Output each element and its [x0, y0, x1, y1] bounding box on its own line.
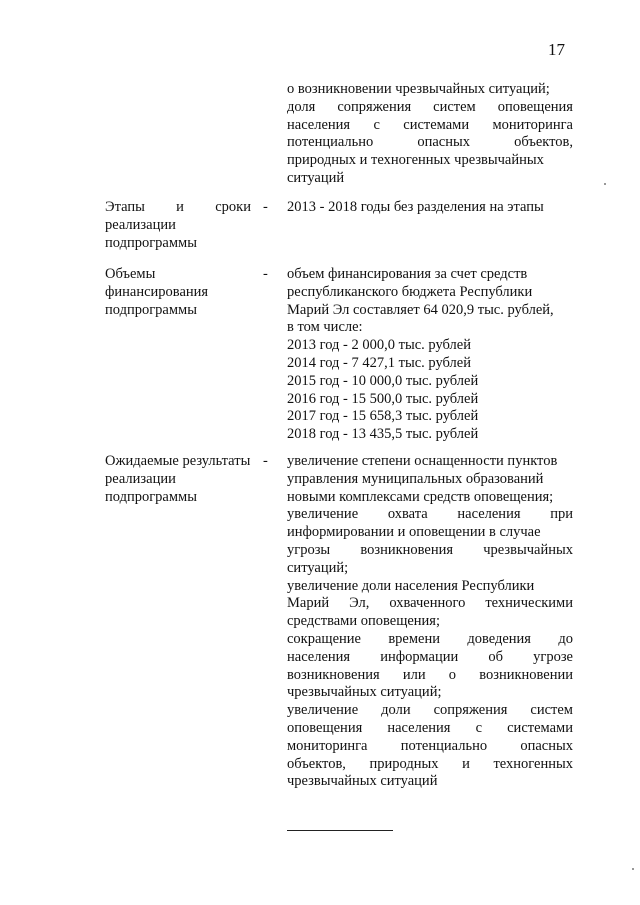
text-word: природных и техногенных чрезвычайных — [287, 152, 544, 169]
text-word: 2013 - 2018 годы без разделения на этапы — [287, 199, 544, 215]
text-word: систем — [530, 702, 573, 719]
text-word: чрезвычайных ситуаций; — [287, 684, 442, 701]
row-dash: - — [263, 266, 268, 282]
text-line — [287, 170, 573, 188]
text-line — [287, 738, 573, 756]
text-word: 2016 год - 15 500,0 тыс. рублей — [287, 390, 479, 407]
text-line — [287, 542, 573, 560]
text-line — [287, 756, 573, 774]
text-word: опасных — [520, 737, 573, 754]
text-word: или — [402, 666, 426, 683]
text-line — [287, 773, 573, 791]
text-line — [287, 152, 573, 170]
text-word: подпрограммы — [105, 234, 197, 251]
text-word: мониторинга — [287, 737, 368, 754]
text-word: Ожидаемые результаты — [105, 453, 251, 469]
text-line — [287, 426, 573, 444]
text-line — [287, 319, 573, 337]
text-word: сопряжения — [433, 702, 508, 719]
text-word: реализации — [105, 216, 176, 233]
text-word: потенциально — [400, 737, 488, 754]
text-line — [287, 453, 573, 471]
text-word: и — [176, 199, 184, 215]
text-line — [105, 453, 251, 471]
text-word: 2017 год - 15 658,3 тыс. рублей — [287, 408, 479, 425]
text-word: Эл, — [349, 595, 370, 612]
text-line — [287, 99, 573, 117]
text-word: увеличение доли населения Республики — [287, 577, 535, 594]
text-word: объектов, — [287, 755, 346, 772]
text-word: сопряжения — [337, 98, 412, 115]
text-word: угрозы — [287, 541, 331, 558]
text-word: с — [475, 719, 483, 736]
text-line — [105, 302, 251, 320]
text-word: финансирования — [105, 283, 209, 300]
text-line — [287, 667, 573, 685]
text-word: чрезвычайных — [483, 541, 573, 558]
text-line — [287, 560, 573, 578]
text-line — [287, 266, 573, 284]
text-line — [105, 284, 251, 302]
text-word: сроки — [215, 199, 251, 215]
text-word: ситуаций; — [287, 559, 349, 576]
text-line — [287, 506, 573, 524]
continuation-text — [287, 81, 573, 188]
text-word: чрезвычайных ситуаций — [287, 773, 438, 790]
text-word: новыми комплексами средств оповещения; — [287, 488, 554, 505]
text-line — [105, 235, 251, 253]
text-word: охвата — [387, 506, 428, 523]
text-line — [287, 524, 573, 542]
text-word: охваченного — [389, 595, 466, 612]
text-line — [287, 720, 573, 738]
text-word: информировании и оповещении в случае — [287, 524, 541, 541]
text-line — [287, 337, 573, 355]
text-word: оповещения — [497, 98, 573, 115]
text-word: об — [488, 648, 503, 665]
text-word: возникновения — [287, 666, 380, 683]
text-word: возникновения — [360, 541, 454, 558]
text-word: населения — [287, 648, 351, 665]
text-word: Этапы — [105, 199, 145, 215]
text-word: оповещения — [287, 719, 363, 736]
text-line — [287, 702, 573, 720]
text-line — [105, 266, 251, 284]
row-financing-volume — [105, 266, 573, 446]
text-word: реализации — [105, 470, 176, 487]
text-word: потенциально — [287, 134, 374, 151]
scan-speck — [632, 868, 634, 870]
text-line — [287, 117, 573, 135]
row-expected-results — [105, 453, 573, 798]
text-line — [287, 284, 573, 302]
text-line — [287, 489, 573, 507]
text-word: системами — [507, 719, 573, 736]
text-word: техногенных — [493, 755, 573, 772]
row-dash: - — [263, 453, 268, 469]
page-number: 17 — [548, 40, 565, 59]
text-line — [287, 649, 573, 667]
text-line — [105, 489, 251, 507]
text-word: сокращение — [287, 630, 361, 647]
text-word: техническими — [485, 595, 573, 612]
text-word: доведения — [467, 630, 531, 647]
text-word: о возникновении чрезвычайных ситуаций; — [287, 81, 550, 97]
text-line — [287, 302, 573, 320]
text-word: системами — [403, 116, 470, 133]
text-line — [287, 684, 573, 702]
row-label — [105, 453, 251, 506]
text-word: Объемы — [105, 266, 156, 282]
text-word: объектов, — [514, 134, 573, 151]
text-word: возникновении — [479, 666, 573, 683]
text-word: населения — [387, 719, 451, 736]
text-word: 2013 год - 2 000,0 тыс. рублей — [287, 337, 471, 354]
text-word: подпрограммы — [105, 301, 197, 318]
text-word: подпрограммы — [105, 488, 197, 505]
text-word: Марий — [287, 595, 330, 612]
text-line — [287, 631, 573, 649]
text-word: увеличение степени оснащенности пунктов — [287, 453, 558, 469]
text-word: ситуаций — [287, 169, 345, 186]
row-label — [105, 199, 251, 252]
text-word: до — [558, 630, 573, 647]
text-line — [287, 134, 573, 152]
text-line — [287, 471, 573, 489]
text-word: систем — [433, 98, 476, 115]
row-value — [287, 266, 573, 444]
text-line — [287, 408, 573, 426]
row-stages-and-terms — [105, 199, 573, 255]
text-word: доля — [287, 98, 316, 115]
text-word: 2015 год - 10 000,0 тыс. рублей — [287, 372, 479, 389]
text-word: увеличение — [287, 702, 359, 719]
text-word: о — [448, 666, 457, 683]
text-word: увеличение — [287, 506, 359, 523]
text-word: средствами оповещения; — [287, 613, 441, 630]
text-word: Марий Эл составляет 64 020,9 тыс. рублей, — [287, 301, 554, 318]
footnote-separator — [287, 830, 393, 831]
text-word: опасных — [417, 134, 470, 151]
text-word: природных — [369, 755, 439, 772]
row-label — [105, 266, 251, 319]
row-value — [287, 199, 573, 217]
text-line — [287, 355, 573, 373]
text-word: объем финансирования за счет средств — [287, 266, 528, 282]
row-value — [287, 453, 573, 791]
text-word: населения — [287, 116, 351, 133]
text-line — [287, 613, 573, 631]
text-word: информации — [380, 648, 459, 665]
text-line — [105, 199, 251, 217]
text-word: мониторинга — [492, 116, 573, 133]
text-line — [287, 199, 573, 217]
text-word: и — [462, 755, 470, 772]
text-word: доли — [381, 702, 411, 719]
row-dash: - — [263, 199, 268, 215]
text-line — [287, 373, 573, 391]
text-line — [287, 578, 573, 596]
text-line — [287, 595, 573, 613]
text-line — [287, 391, 573, 409]
text-word: угрозе — [533, 648, 573, 665]
text-word: населения — [457, 506, 521, 523]
text-word: 2018 год - 13 435,5 тыс. рублей — [287, 426, 479, 443]
scan-speck — [604, 183, 606, 185]
text-word: с — [373, 116, 380, 133]
text-line — [287, 81, 573, 99]
text-word: в том числе: — [287, 319, 363, 336]
text-line — [105, 471, 251, 489]
text-line — [105, 217, 251, 235]
text-word: времени — [388, 630, 440, 647]
text-word: республиканского бюджета Республики — [287, 283, 533, 300]
text-word: 2014 год - 7 427,1 тыс. рублей — [287, 354, 471, 371]
text-word: при — [550, 506, 573, 523]
text-word: управления муниципальных образований — [287, 470, 544, 487]
